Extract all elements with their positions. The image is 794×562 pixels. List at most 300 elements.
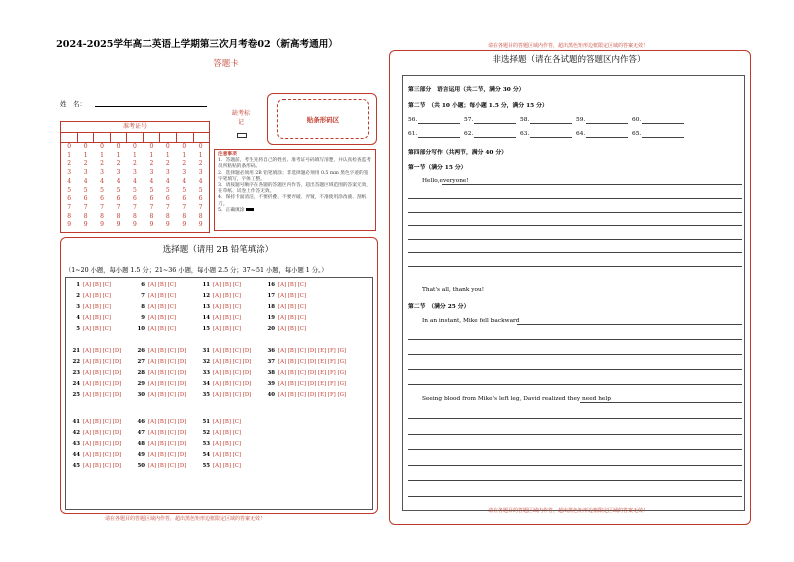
question-row — [135, 359, 186, 365]
exam-digit-bubble[interactable]: 3 — [67, 169, 72, 177]
answer-options[interactable]: [A] [B] [C] [D] — [83, 359, 122, 365]
answer-options[interactable]: [A] [B] [C] [D] — [83, 452, 122, 458]
exam-digit-bubble[interactable]: 5 — [67, 186, 72, 194]
question-row — [70, 359, 121, 365]
writing-line[interactable] — [408, 384, 742, 385]
exam-digit-column — [61, 143, 77, 231]
blank-number: 65. — [632, 131, 642, 137]
exam-digit-bubble[interactable]: 9 — [198, 221, 203, 229]
question-number: 18 — [267, 304, 275, 310]
question-number: 25 — [72, 392, 80, 398]
question-number: 51 — [202, 419, 210, 425]
paragraph1-opening: In an instant, Mike fell backward — [422, 318, 520, 324]
exam-digit-bubble[interactable]: 7 — [83, 203, 88, 211]
blank-answer-line[interactable] — [474, 137, 516, 138]
blank-number: 62. — [464, 131, 474, 137]
question-row — [135, 419, 186, 425]
writing-line[interactable] — [442, 184, 742, 185]
question-number: 30 — [137, 392, 145, 398]
exam-digit-bubble[interactable]: 7 — [133, 203, 137, 211]
exam-digit-bubble[interactable]: 2 — [149, 160, 154, 168]
question-number: 9 — [141, 315, 145, 321]
exam-digit-bubble[interactable]: 8 — [67, 212, 72, 220]
question-row — [200, 359, 251, 365]
question-row — [265, 348, 346, 354]
question-number: 55 — [202, 463, 210, 469]
exam-digit-bubble[interactable]: 2 — [198, 160, 203, 168]
answer-options[interactable]: [A] [B] [C] — [148, 293, 177, 299]
exam-digit-bubble[interactable]: 8 — [133, 212, 137, 220]
exam-digit-bubble[interactable]: 8 — [116, 212, 121, 220]
question-row — [135, 293, 176, 299]
choice-title: 选择题（请用 2B 铅笔填涂） — [162, 245, 274, 255]
writing-line[interactable] — [408, 449, 742, 450]
answer-options[interactable]: [A] [B] [C] [D] — [83, 430, 122, 436]
answer-options[interactable]: [A] [B] [C] [D] — [148, 463, 187, 469]
question-number: 8 — [141, 304, 145, 310]
answer-options[interactable]: [A] [B] [C] — [278, 282, 307, 288]
blank-answer-line[interactable] — [642, 137, 684, 138]
exam-digit-bubble[interactable]: 2 — [100, 160, 104, 168]
exam-digit-bubble[interactable]: 5 — [133, 186, 137, 194]
question-row — [70, 392, 121, 398]
exam-digit-bubble[interactable]: 6 — [133, 195, 137, 203]
question-number: 11 — [202, 282, 210, 288]
question-row — [200, 463, 241, 469]
exam-digit-bubble[interactable]: 0 — [67, 143, 72, 150]
writing1-heading: 第一节（满分 15 分） — [408, 165, 467, 171]
exam-digit-column — [193, 143, 209, 231]
question-number: 20 — [267, 326, 275, 332]
section2-heading: 第二节 （共 10 小题；每小题 1.5 分，满分 15 分） — [408, 103, 548, 109]
exam-digit-bubble[interactable]: 8 — [83, 212, 88, 220]
exam-digit-bubble[interactable]: 9 — [116, 221, 121, 229]
writing-line[interactable] — [408, 239, 742, 240]
exam-digit-bubble[interactable]: 1 — [165, 151, 170, 159]
answer-options[interactable]: [A] [B] [C] [D] — [83, 381, 122, 387]
answer-options[interactable]: [A] [B] [C] [D] — [83, 463, 122, 469]
exam-digit-bubble[interactable]: 4 — [133, 177, 137, 185]
writing-line[interactable] — [408, 369, 742, 370]
exam-digit-bubble[interactable]: 9 — [182, 221, 187, 229]
writing1-closing: That's all, thank you! — [422, 287, 485, 293]
exam-digit-column — [143, 143, 159, 231]
exam-digit-bubble[interactable]: 3 — [116, 169, 121, 177]
part4-heading: 第四部分写作（共两节，满分 40 分） — [408, 150, 508, 156]
answer-options[interactable]: [A] [B] [C] — [148, 304, 177, 310]
writing-line[interactable] — [408, 434, 742, 435]
question-row — [70, 304, 111, 310]
question-row — [70, 463, 121, 469]
exam-digit-bubble[interactable]: 6 — [83, 195, 88, 203]
answer-options[interactable]: [A] [B] [C] [D] — [148, 430, 187, 436]
blank-number: 58. — [520, 117, 530, 123]
question-number: 17 — [267, 293, 275, 299]
question-row — [265, 293, 306, 299]
question-number: 44 — [72, 452, 80, 458]
notice-item — [218, 208, 372, 214]
question-row — [70, 348, 121, 354]
answer-options[interactable]: [A] [B] [C] [D] — [148, 419, 187, 425]
question-number: 1 — [76, 282, 80, 288]
answer-options[interactable]: [A] [B] [C] [D] — [83, 441, 122, 447]
question-number: 52 — [202, 430, 210, 436]
exam-digit-bubble[interactable]: 1 — [100, 151, 104, 159]
exam-digit-bubble[interactable]: 7 — [198, 203, 203, 211]
exam-digit-bubble[interactable]: 3 — [100, 169, 104, 177]
question-number: 39 — [267, 381, 275, 387]
exam-digit-bubble[interactable]: 2 — [67, 160, 72, 168]
question-row — [70, 419, 121, 425]
question-row — [70, 441, 121, 447]
exam-digit-bubble[interactable]: 6 — [149, 195, 154, 203]
exam-digit-bubble[interactable]: 2 — [83, 160, 88, 168]
answer-options[interactable]: [A] [B] [C] — [278, 304, 307, 310]
blank-answer-line[interactable] — [586, 137, 628, 138]
question-number: 14 — [202, 315, 210, 321]
question-number: 32 — [202, 359, 210, 365]
exam-digit-bubble[interactable]: 8 — [165, 212, 170, 220]
exam-digit-bubble[interactable]: 6 — [182, 195, 187, 203]
answer-options[interactable]: [A] [B] [C] [D] — [148, 452, 187, 458]
question-number: 53 — [202, 441, 210, 447]
exam-digit-bubble[interactable]: 7 — [116, 203, 121, 211]
answer-options[interactable]: [A] [B] [C] [D] [E] [F] [G] — [278, 348, 347, 354]
exam-digit-bubble[interactable]: 9 — [100, 221, 104, 229]
question-row — [200, 348, 251, 354]
exam-digit-bubble[interactable]: 1 — [116, 151, 121, 159]
exam-digit-bubble[interactable]: 7 — [149, 203, 154, 211]
exam-digit-bubble[interactable]: 7 — [182, 203, 187, 211]
question-number: 3 — [76, 304, 80, 310]
blank-number: 59. — [576, 117, 586, 123]
question-row — [70, 452, 121, 458]
question-row — [135, 282, 176, 288]
writing-line[interactable] — [408, 418, 742, 419]
answer-options[interactable]: [A] [B] [C] [D] [E] [F] [G] — [278, 381, 347, 387]
answer-options[interactable]: [A] [B] [C] — [278, 315, 307, 321]
writing-line[interactable] — [408, 225, 742, 226]
exam-digit-bubble[interactable]: 9 — [67, 221, 72, 229]
question-number: 4 — [76, 315, 80, 321]
answer-options[interactable]: [A] [B] [C] [D] — [83, 370, 122, 376]
exam-digit-bubble[interactable]: 8 — [198, 212, 203, 220]
exam-digit-bubble[interactable]: 8 — [149, 212, 154, 220]
exam-digit-bubble[interactable]: 6 — [198, 195, 203, 203]
answer-options[interactable]: [A] [B] [C] — [213, 430, 242, 436]
answer-options[interactable]: [A] [B] [C] [D] — [148, 359, 187, 365]
exam-digit-bubble[interactable]: 7 — [67, 203, 72, 211]
question-row — [135, 452, 186, 458]
answer-options[interactable]: [A] [B] [C] — [213, 441, 242, 447]
answer-options[interactable]: [A] [B] [C] [D] — [213, 348, 252, 354]
answer-options[interactable]: [A] [B] [C] — [83, 304, 112, 310]
writing-line[interactable] — [408, 198, 742, 199]
bottom-right-warning: 请在各题目的答题区域内作答，超出黑色矩形边框限定区域的答案无效！ — [488, 508, 649, 514]
notice-item: 3．请按题号顺序在各题的答题区内作答，超出答题区域范围的答案无效，在草纸、试卷上作答无效。 — [218, 183, 371, 195]
blank-number: 64. — [576, 131, 586, 137]
question-number: 15 — [202, 326, 210, 332]
answer-options[interactable]: [A] [B] [C] [D] — [148, 370, 187, 376]
writing-line[interactable] — [408, 339, 742, 340]
answer-options[interactable]: [A] [B] [C] [D] — [213, 392, 252, 398]
blank-number: 63. — [520, 131, 530, 137]
question-number: 40 — [267, 392, 275, 398]
answer-options[interactable]: [A] [B] [C] — [213, 293, 242, 299]
exam-digit-bubble[interactable]: 0 — [149, 143, 154, 150]
exam-digit-bubble[interactable]: 9 — [149, 221, 154, 229]
writing-line[interactable] — [517, 324, 742, 325]
exam-digit-column — [160, 143, 176, 231]
absent-checkbox[interactable] — [237, 133, 247, 138]
writing-line[interactable] — [408, 252, 742, 253]
answer-options[interactable]: [A] [B] [C] [D] — [148, 381, 187, 387]
exam-digit-bubble[interactable]: 3 — [198, 169, 203, 177]
question-row — [135, 463, 186, 469]
exam-digit-bubble[interactable]: 5 — [149, 186, 154, 194]
question-row — [135, 441, 186, 447]
exam-digit-bubble[interactable]: 0 — [116, 143, 121, 150]
writing-line[interactable] — [408, 480, 742, 481]
question-number: 36 — [267, 348, 275, 354]
question-number: 13 — [202, 304, 210, 310]
exam-digit-bubble[interactable]: 2 — [182, 160, 187, 168]
exam-digit-bubble[interactable]: 8 — [182, 212, 187, 220]
question-number: 42 — [72, 430, 80, 436]
answer-options[interactable]: [A] [B] [C] — [278, 293, 307, 299]
question-number: 41 — [72, 419, 80, 425]
writing1-opening: Hello,everyone! — [422, 178, 469, 184]
name-field[interactable] — [95, 106, 207, 107]
question-number: 10 — [137, 326, 145, 332]
answer-options[interactable]: [A] [B] [C] [D] — [83, 419, 122, 425]
writing-line[interactable] — [408, 212, 742, 213]
exam-digit-bubble[interactable]: 9 — [83, 221, 88, 229]
exam-digit-bubble[interactable]: 4 — [149, 177, 154, 185]
question-row — [200, 441, 241, 447]
exam-digit-bubble[interactable]: 2 — [133, 160, 137, 168]
exam-digit-bubble[interactable]: 1 — [133, 151, 137, 159]
question-row — [200, 293, 241, 299]
writing2-heading: 第二节 （满分 25 分） — [408, 304, 470, 310]
exam-digit-bubble[interactable]: 0 — [182, 143, 187, 150]
exam-digit-bubble[interactable]: 1 — [182, 151, 187, 159]
exam-digit-bubble[interactable]: 6 — [116, 195, 121, 203]
question-row — [265, 326, 306, 332]
exam-digit-bubble[interactable]: 1 — [149, 151, 154, 159]
answer-options[interactable]: [A] [B] [C] [D] — [213, 381, 252, 387]
question-row — [135, 304, 176, 310]
question-row — [70, 293, 111, 299]
question-row — [135, 381, 186, 387]
bottom-left-warning: 请在各题目的答题区域内作答，超出黑色矩形边框限定区域的答案无效！ — [105, 516, 266, 522]
notice-item: 1．答题前，考生先将自己的姓名、准考证号码填写清楚，并认真检查监考员所粘贴的条形码。 — [218, 158, 371, 170]
exam-digit-bubble[interactable]: 4 — [165, 177, 170, 185]
exam-digit-column — [127, 143, 143, 231]
exam-digit-bubble[interactable]: 6 — [100, 195, 104, 203]
question-row — [265, 304, 306, 310]
answer-options[interactable]: [A] [B] [C] [D] — [83, 392, 122, 398]
question-row — [135, 370, 186, 376]
question-row — [265, 392, 346, 398]
exam-digit-bubble[interactable]: 4 — [182, 177, 187, 185]
answer-options[interactable]: [A] [B] [C] [D] — [213, 359, 252, 365]
blank-answer-line[interactable] — [418, 137, 460, 138]
exam-digit-bubble[interactable]: 0 — [165, 143, 170, 150]
exam-digit-bubble[interactable]: 0 — [198, 143, 203, 150]
exam-digit-bubble[interactable]: 8 — [100, 212, 104, 220]
question-row — [70, 326, 111, 332]
answer-options[interactable]: [A] [B] [C] — [213, 419, 242, 425]
exam-digit-bubble[interactable]: 7 — [165, 203, 170, 211]
blank-answer-line[interactable] — [474, 123, 516, 124]
answer-options[interactable]: [A] [B] [C] [D] — [148, 348, 187, 354]
question-row — [70, 315, 111, 321]
question-number: 2 — [76, 293, 80, 299]
exam-digit-bubble[interactable]: 0 — [100, 143, 104, 150]
top-warning: 请在各题目的答题区域内作答，超出黑色矩形边框限定区域的答案无效！ — [488, 43, 649, 49]
question-number: 46 — [137, 419, 145, 425]
answer-options[interactable]: [A] [B] [C] [D] — [148, 441, 187, 447]
exam-digit-bubble[interactable]: 4 — [116, 177, 121, 185]
answer-options[interactable]: [A] [B] [C] [D] — [148, 392, 187, 398]
exam-digit-bubble[interactable]: 0 — [133, 143, 137, 150]
blank-answer-line[interactable] — [530, 137, 572, 138]
exam-digit-bubble[interactable]: 4 — [83, 177, 88, 185]
question-number: 38 — [267, 370, 275, 376]
exam-digit-bubble[interactable]: 3 — [83, 169, 88, 177]
question-row — [70, 430, 121, 436]
barcode-label: 贴条形码区 — [277, 99, 369, 139]
exam-digit-bubble[interactable]: 2 — [165, 160, 170, 168]
answer-options[interactable]: [A] [B] [C] — [278, 326, 307, 332]
blank-answer-line[interactable] — [530, 123, 572, 124]
exam-number-digits — [61, 143, 209, 231]
exam-digit-bubble[interactable]: 1 — [83, 151, 88, 159]
writing-line[interactable] — [408, 465, 742, 466]
question-row — [265, 381, 346, 387]
question-number: 12 — [202, 293, 210, 299]
choice-instruction: （1~20 小题，每小题 1.5 分；21~36 小题，每小题 2.5 分；37~51 小题，每小题 1 分。） — [65, 267, 328, 274]
question-row — [200, 304, 241, 310]
exam-number-input-row[interactable] — [61, 132, 209, 143]
answer-options[interactable]: [A] [B] [C] — [213, 315, 242, 321]
question-row — [200, 452, 241, 458]
question-number: 24 — [72, 381, 80, 387]
question-number: 33 — [202, 370, 210, 376]
part3-heading: 第三部分 语言运用（共二节，满分 30 分） — [408, 87, 525, 93]
answer-options[interactable]: [A] [B] [C] — [148, 282, 177, 288]
absent-label: 缺考标记 — [232, 110, 251, 126]
question-number: 5 — [76, 326, 80, 332]
exam-digit-bubble[interactable]: 6 — [165, 195, 170, 203]
exam-digit-bubble[interactable]: 5 — [83, 186, 88, 194]
question-row — [200, 282, 241, 288]
answer-options[interactable]: [A] [B] [C] [D] [E] [F] [G] — [278, 370, 347, 376]
answer-options[interactable]: [A] [B] [C] [D] [E] [F] [G] — [278, 359, 347, 365]
exam-digit-bubble[interactable]: 4 — [100, 177, 104, 185]
question-number: 47 — [137, 430, 145, 436]
exam-digit-bubble[interactable]: 0 — [83, 143, 88, 150]
answer-options[interactable]: [A] [B] [C] — [148, 326, 177, 332]
blank-answer-line[interactable] — [586, 123, 628, 124]
answer-options[interactable]: [A] [B] [C] [D] — [213, 370, 252, 376]
exam-digit-bubble[interactable]: 5 — [182, 186, 187, 194]
exam-digit-bubble[interactable]: 3 — [165, 169, 170, 177]
question-row — [200, 430, 241, 436]
question-number: 27 — [137, 359, 145, 365]
exam-digit-bubble[interactable]: 9 — [133, 221, 137, 229]
question-number: 45 — [72, 463, 80, 469]
page-subtitle: 答题卡 — [213, 59, 239, 69]
question-number: 21 — [72, 348, 80, 354]
question-number: 28 — [137, 370, 145, 376]
question-row — [265, 282, 306, 288]
question-row — [200, 392, 251, 398]
exam-digit-bubble[interactable]: 5 — [100, 186, 104, 194]
blank-number: 56. — [408, 117, 418, 123]
writing-line[interactable] — [408, 354, 742, 355]
blank-answer-line[interactable] — [642, 123, 684, 124]
exam-digit-bubble[interactable]: 9 — [165, 221, 170, 229]
question-row — [70, 282, 111, 288]
name-label: 姓 名： — [60, 100, 86, 108]
exam-digit-bubble[interactable]: 1 — [198, 151, 203, 159]
exam-digit-bubble[interactable]: 7 — [100, 203, 104, 211]
answer-options[interactable]: [A] [B] [C] [D] — [83, 348, 122, 354]
question-number: 34 — [202, 381, 210, 387]
answer-options[interactable]: [A] [B] [C] — [213, 282, 242, 288]
exam-digit-bubble[interactable]: 1 — [67, 151, 72, 159]
question-number: 29 — [137, 381, 145, 387]
writing-line[interactable] — [580, 402, 742, 403]
exam-digit-bubble[interactable]: 5 — [116, 186, 121, 194]
answer-options[interactable]: [A] [B] [C] — [213, 304, 242, 310]
answer-options[interactable]: [A] [B] [C] — [83, 315, 112, 321]
exam-digit-bubble[interactable]: 5 — [165, 186, 170, 194]
answer-options[interactable]: [A] [B] [C] — [213, 326, 242, 332]
paragraph2-opening: Seeing blood from Mike's left leg, David realized they need help — [422, 396, 611, 402]
answer-options[interactable]: [A] [B] [C] — [83, 282, 112, 288]
exam-number-grid — [60, 121, 210, 233]
question-row — [135, 430, 186, 436]
writing-line[interactable] — [408, 266, 742, 267]
answer-options[interactable]: [A] [B] [C] — [213, 463, 242, 469]
question-row — [70, 381, 121, 387]
question-number: 31 — [202, 348, 210, 354]
blank-answer-line[interactable] — [418, 123, 460, 124]
question-number: 16 — [267, 282, 275, 288]
exam-digit-bubble[interactable]: 4 — [198, 177, 203, 185]
exam-digit-bubble[interactable]: 6 — [67, 195, 72, 203]
answer-options[interactable]: [A] [B] [C] — [213, 452, 242, 458]
exam-digit-bubble[interactable]: 2 — [116, 160, 121, 168]
answer-options[interactable]: [A] [B] [C] [D] [E] [F] [G] — [278, 392, 347, 398]
exam-digit-column — [176, 143, 192, 231]
question-row — [200, 370, 251, 376]
question-number: 6 — [141, 282, 145, 288]
answer-options[interactable]: [A] [B] [C] — [83, 293, 112, 299]
exam-digit-bubble[interactable]: 4 — [67, 177, 72, 185]
exam-digit-bubble[interactable]: 5 — [198, 186, 203, 194]
exam-digit-bubble[interactable]: 3 — [149, 169, 154, 177]
answer-options[interactable]: [A] [B] [C] — [83, 326, 112, 332]
question-number: 54 — [202, 452, 210, 458]
answer-options[interactable]: [A] [B] [C] — [148, 315, 177, 321]
exam-digit-bubble[interactable]: 3 — [182, 169, 187, 177]
exam-digit-bubble[interactable]: 3 — [133, 169, 137, 177]
writing-line[interactable] — [408, 496, 742, 497]
